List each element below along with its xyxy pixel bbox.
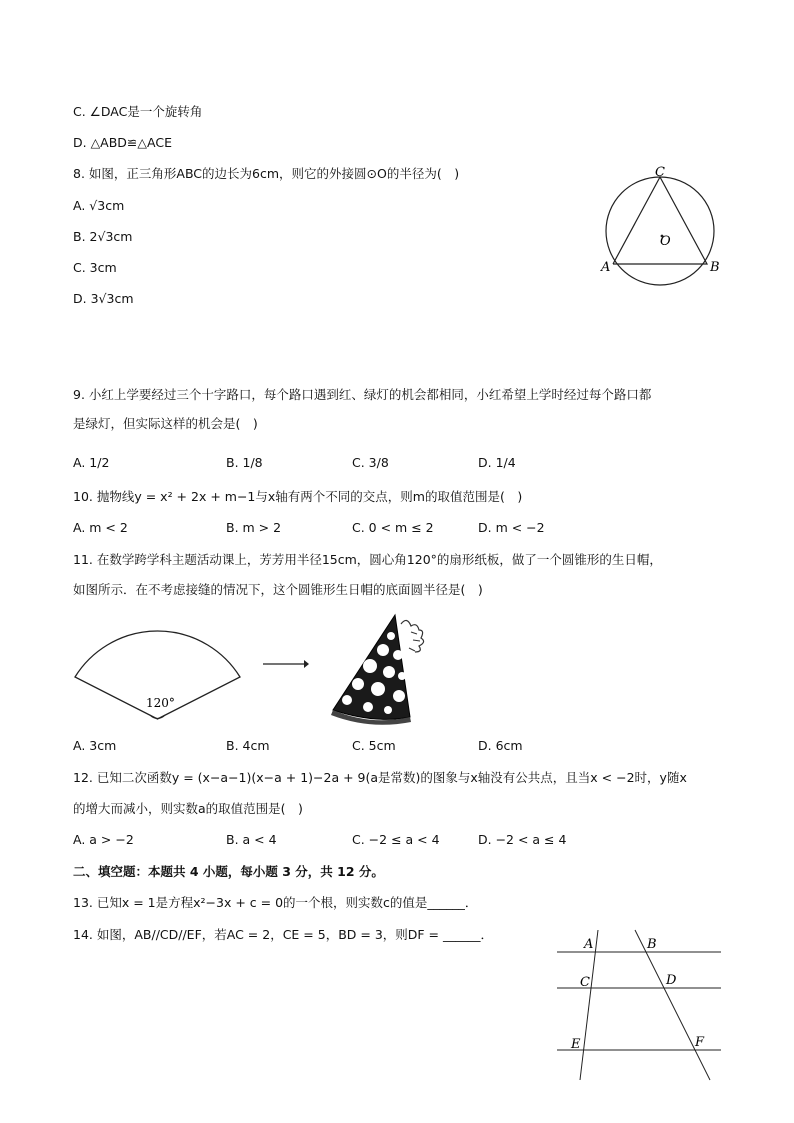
q9-option-a: A. 1/2 — [73, 455, 110, 470]
party-hat-icon — [325, 612, 435, 727]
q9-option-b: B. 1/8 — [226, 455, 263, 470]
label-d: D — [666, 973, 677, 988]
angle-label: 120° — [146, 696, 175, 710]
q10-option-a: A. m < 2 — [73, 520, 128, 535]
q11-stem-line1: 11. 在数学跨学科主题活动课上，芳芳用半径15cm，圆心角120°的扇形纸板，做了一个圆锥形的生日帽， — [73, 552, 662, 567]
q9-option-c: C. 3/8 — [352, 455, 389, 470]
q10-option-b: B. m > 2 — [226, 520, 282, 535]
label-f: F — [695, 1035, 705, 1050]
q10-option-c: C. 0 < m ≤ 2 — [352, 520, 434, 535]
q12-option-a: A. a > −2 — [73, 832, 134, 847]
q11-sector-figure — [70, 615, 250, 720]
q8-stem: 8. 如图，正三角形ABC的边长为6cm，则它的外接圆⊙O的半径为( ) — [73, 166, 460, 181]
arrow-icon — [262, 658, 310, 670]
q11-option-a: A. 3cm — [73, 738, 117, 753]
label-a: A — [601, 260, 611, 275]
q8-option-b: B. 2√3cm — [73, 229, 133, 244]
q8-option-c: C. 3cm — [73, 260, 117, 275]
q7-option-d: D. △ABD≌△ACE — [73, 135, 172, 150]
q11-option-d: D. 6cm — [478, 738, 523, 753]
label-c: C — [655, 165, 665, 180]
label-c: C — [580, 975, 590, 990]
label-o: O — [660, 234, 671, 249]
q8-circle-triangle-figure — [600, 165, 730, 290]
q9-stem-line1: 9. 小红上学要经过三个十字路口，每个路口遇到红、绿灯的机会都相同，小红希望上学时经过每个路口都 — [73, 387, 652, 402]
q10-option-d: D. m < −2 — [478, 520, 545, 535]
q12-option-b: B. a < 4 — [226, 832, 277, 847]
q12-option-c: C. −2 ≤ a < 4 — [352, 832, 440, 847]
q12-stem-line1: 12. 已知二次函数y = (x−a−1)(x−a + 1)−2a + 9(a是常数)的图象与x轴没有公共点，且当x < −2时，y随x — [73, 770, 687, 785]
q8-option-a: A. √3cm — [73, 198, 125, 213]
q7-option-c: C. ∠DAC是一个旋转角 — [73, 104, 203, 119]
q11-option-b: B. 4cm — [226, 738, 270, 753]
q12-option-d: D. −2 < a ≤ 4 — [478, 832, 567, 847]
label-b: B — [647, 937, 657, 952]
q13-stem: 13. 已知x = 1是方程x²−3x + c = 0的一个根，则实数c的值是______． — [73, 895, 478, 910]
q9-option-d: D. 1/4 — [478, 455, 516, 470]
q12-stem-line2: 的增大而减小，则实数a的取值范围是( ) — [73, 801, 303, 816]
q11-stem-line2: 如图所示．在不考虑接缝的情况下，这个圆锥形生日帽的底面圆半径是( ) — [73, 582, 483, 597]
q10-stem: 10. 抛物线y = x² + 2x + m−1与x轴有两个不同的交点，则m的取值范围是( ) — [73, 489, 523, 504]
label-b: B — [710, 260, 720, 275]
q14-stem: 14. 如图，AB//CD//EF，若AC = 2，CE = 5，BD = 3，则DF = ______． — [73, 927, 494, 942]
angle-arc — [150, 715, 165, 718]
label-e: E — [571, 1037, 581, 1052]
circumcircle — [606, 177, 714, 285]
q9-stem-line2: 是绿灯，但实际这样的机会是( ) — [73, 416, 258, 431]
q8-option-d: D. 3√3cm — [73, 291, 134, 306]
triangle-abc — [613, 177, 707, 264]
label-a: A — [584, 937, 594, 952]
section-2-title: 二、填空题：本题共 4 小题，每小题 3 分，共 12 分。 — [73, 864, 384, 879]
q11-option-c: C. 5cm — [352, 738, 396, 753]
q14-parallel-lines-figure — [555, 928, 725, 1083]
